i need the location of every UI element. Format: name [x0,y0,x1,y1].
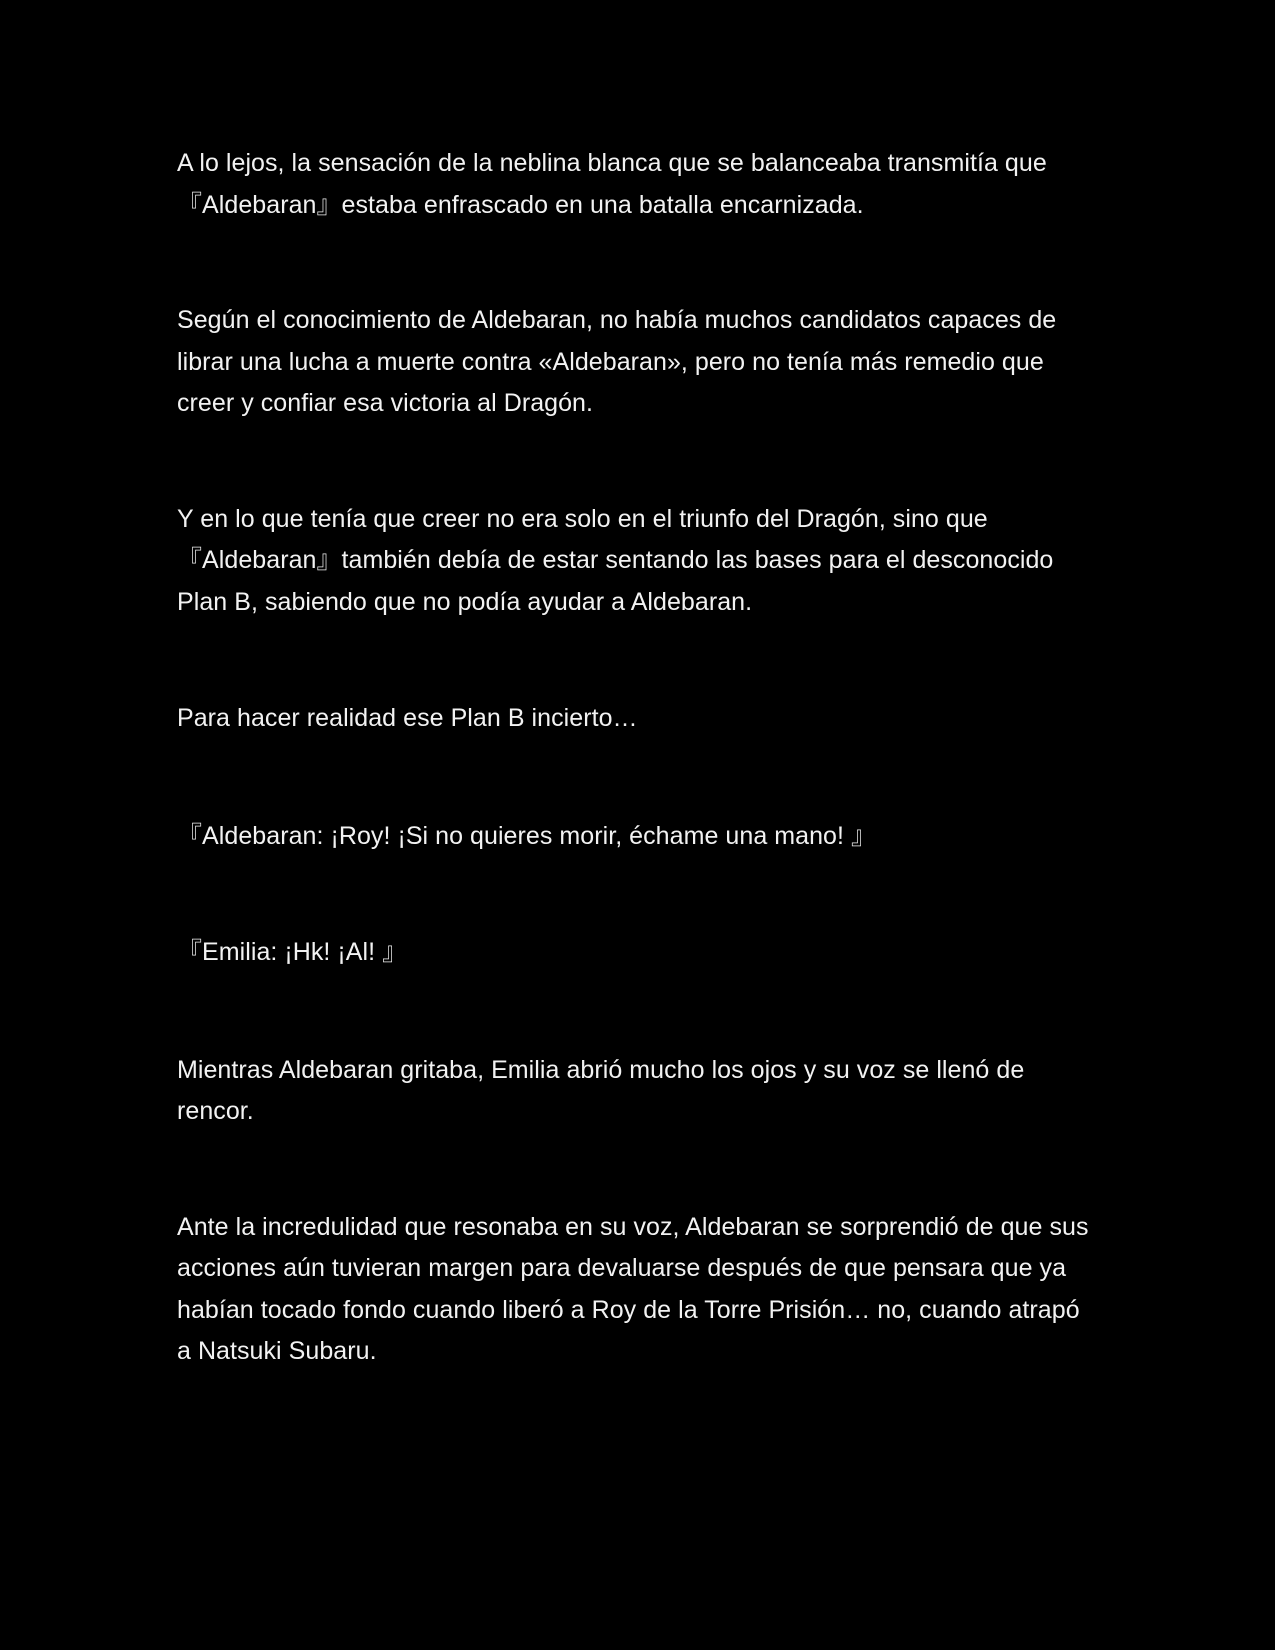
paragraph-1: A lo lejos, la sensación de la neblina blanca que se balanceaba transmitía que 『Aldebaran』estaba enfrascado en una batalla encarnizada. [177,149,1047,219]
dialogue-line-aldebaran: 『Aldebaran: ¡Roy! ¡Si no quieres morir, échame una mano! 』 [177,821,877,850]
dialogue-line-emilia: 『Emilia: ¡Hk! ¡Al! 』 [177,938,408,966]
paragraph-3: Y en lo que tenía que creer no era solo en el triunfo del Dragón, sino que 『Aldebaran』también debía de estar sentando las bases para el desconocido Plan B, sabiendo que no podía ayudar a Aldebaran. [177,504,1054,616]
text-column [177,143,1097,1373]
paragraph-2: Según el conocimiento de Aldebaran, no había muchos candidatos capaces de librar una lucha a muerte contra «Aldebaran», pero no tenía más remedio que creer y confiar esa victoria al Dragón. [177,306,1057,417]
paragraph-4: Para hacer realidad ese Plan B incierto… [177,704,638,732]
paragraph-8: Ante la incredulidad que resonaba en su voz, Aldebaran se sorprendió de que sus acciones aún tuvieran margen para devaluarse después de que pensara que ya habían tocado fondo cuando liberó a Roy de la Torre Prisión… no, cuando atrapó a Natsuki Subaru. [177,1212,1089,1365]
paragraph-7: Mientras Aldebaran gritaba, Emilia abrió mucho los ojos y su voz se llenó de rencor. [177,1055,1025,1125]
